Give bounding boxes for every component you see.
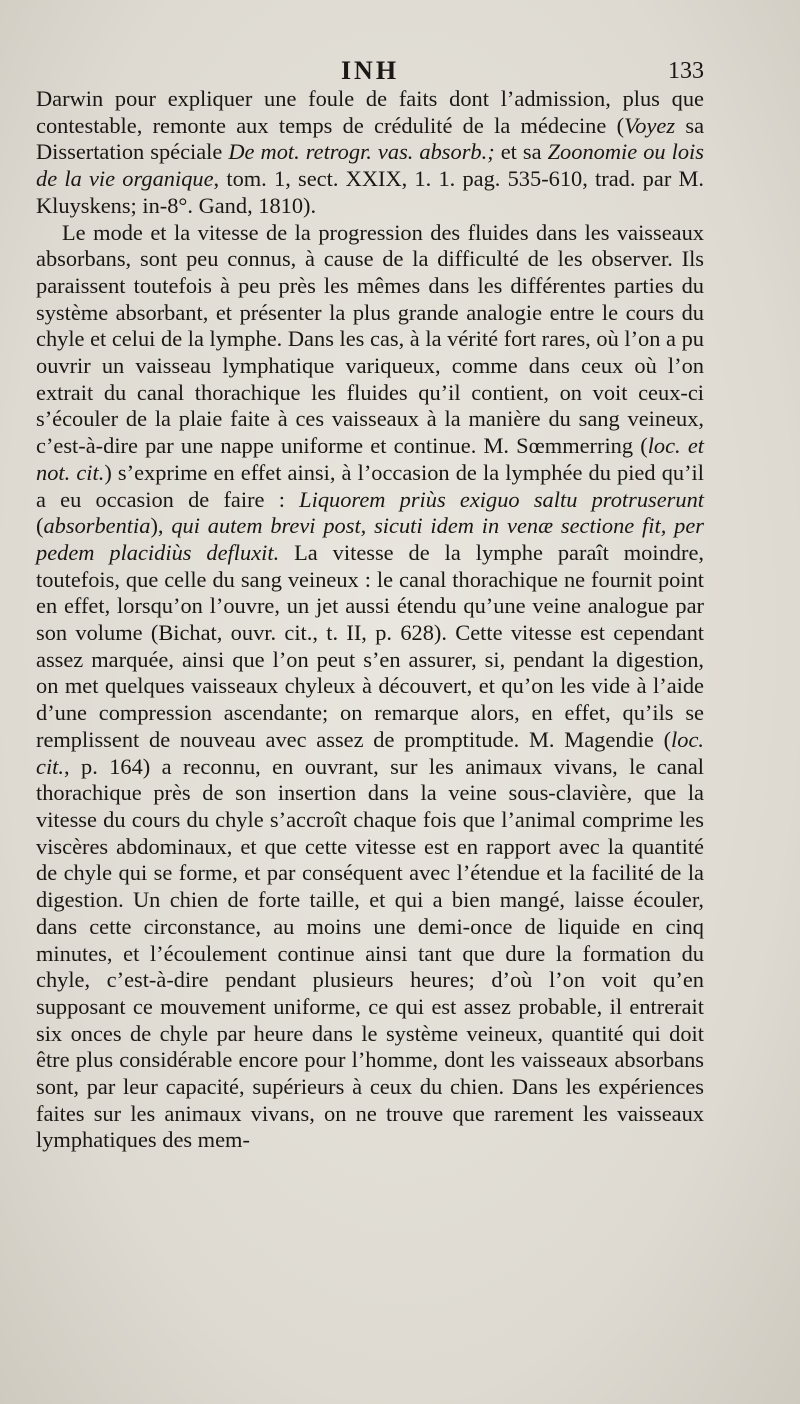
text-run: ) s’exprime en effet ainsi, à l’occasion de la lymphée du pied qu’il a eu occasion de faire : xyxy=(36,459,704,512)
italic-text: loc. cit. xyxy=(36,726,704,779)
paragraph xyxy=(36,220,704,1155)
italic-text: Voyez xyxy=(624,112,676,138)
text-run: et sa xyxy=(494,139,548,165)
text-run: sa Dissertation spéciale xyxy=(36,112,705,165)
body-text xyxy=(36,86,704,1154)
text-run: La vitesse de la lymphe paraît moindre, toutefois, que celle du sang veineux : le canal thorachique ne fournit point en effet, lorsqu’on l’ouvre, un jet aussi étendu qu’une veine analogue par son volume (Bichat, ouvr. cit., t. II, p. 628). Cette vitesse est cependant assez marquée, ainsi que l’on peut s’en assurer, si, pendant la digestion, on met quelques vaisseaux chyleux à découvert, et qu’on les vide à l’aide d’une compression ascendante; on remarque alors, en effet, qu’ils se remplissent de nouveau avec assez de promptitude. M. Magendie ( xyxy=(36,539,704,752)
text-run: Le mode et la vitesse de la progression des fluides dans les vaisseaux absorbans, sont peu connus, à cause de la difficulté de les observer. Ils paraissent toutefois à peu près les mêmes dans les différentes parties du système absorbant, et présenter la plus grande analogie entre le cours du chyle et celui de la lymphe. Dans les cas, à la vérité fort rares, où l’on a pu ouvrir un vaisseau lymphatique variqueux, comme dans ceux où l’on extrait du canal thorachique les fluides qu’il contient, on voit ceux-ci s’écouler de la plaie faite à ces vaisseaux à la manière du sang veineux, c’est-à-dire par une nappe uniforme et continue. M. Sœmmerring ( xyxy=(36,219,704,459)
italic-text: absorbentia xyxy=(43,513,151,539)
italic-text: De mot. retrogr. vas. absorb.; xyxy=(228,139,495,165)
text-run: , tom. 1, sect. XXIX, 1. 1. pag. 535-610, trad. par M. Kluyskens; in-8°. Gand, 1810). xyxy=(36,166,705,218)
paragraph xyxy=(36,86,704,220)
page-header xyxy=(36,56,704,86)
running-head: INH xyxy=(340,56,400,85)
italic-text: Zoonomie ou lois de la vie organique xyxy=(36,139,704,192)
italic-text: Liquorem priùs exiguo saltu protruserunt xyxy=(299,486,704,512)
text-run: , p. 164) a reconnu, en ouvrant, sur les animaux vivans, le canal thorachique près de son insertion dans la veine sous-clavière, que la vitesse du cours du chyle s’accroît chaque fois que l’animal comprime les viscères abdominaux, et que cette vitesse est en rapport avec la quantité de chyle qui se forme, et par conséquent avec l’étendue et la facilité de la digestion. Un chien de forte taille, et qui a bien mangé, laisse écouler, dans cette circonstance, au moins une demi-once de liquide en cinq minutes, et l’écoulement continue ainsi tant que dure la formation du chyle, c’est-à-dire pendant plusieurs heures; d’où l’on voit qu’en supposant ce mouvement uniforme, ce qui est assez probable, il entrerait six onces de chyle par heure dans le système veineux, quantité qui doit être plus considérable encore pour l’homme, dont les vaisseaux absorbans sont, par leur capacité, supérieurs à ceux du chien. Dans les expériences faites sur les animaux vivans, on ne trouve que rarement les vaisseaux lymphatiques des mem- xyxy=(36,753,704,1153)
italic-text: loc. et not. cit. xyxy=(36,433,704,485)
page-number: 133 xyxy=(668,58,704,84)
text-run: ( xyxy=(36,513,44,539)
italic-text: qui autem brevi post, sicuti idem in venæ sectione fit, per pedem placidiùs defluxit. xyxy=(36,513,705,565)
text-run: ), xyxy=(150,513,172,539)
text-run: Darwin pour expliquer une foule de faits dont l’admission, plus que contestable, remonte aux temps de crédulité de la médecine ( xyxy=(36,86,704,138)
